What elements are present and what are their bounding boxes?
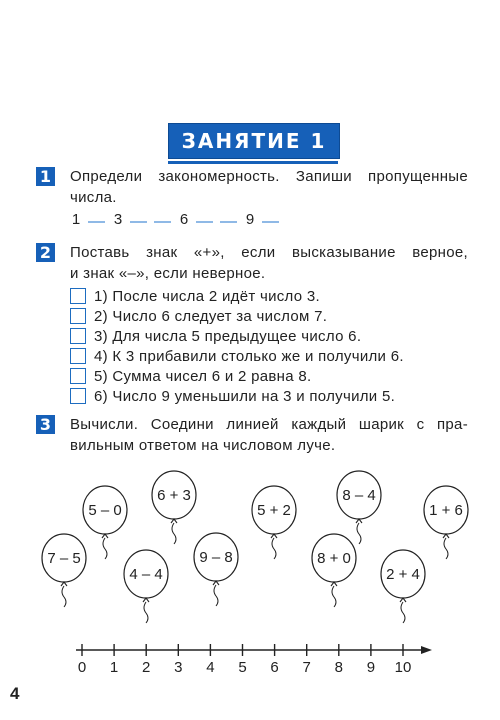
balloon-expression: 9 – 8 xyxy=(199,549,233,566)
answer-checkbox[interactable] xyxy=(70,288,86,304)
task-2-instruction-line1: Поставь знак «+», если высказывание верное, xyxy=(70,244,468,261)
number-line-arrow xyxy=(421,646,432,654)
balloon-string xyxy=(62,586,66,607)
balloon-knot xyxy=(171,519,177,523)
number-line-label: 2 xyxy=(142,659,151,676)
sequence-blank[interactable] xyxy=(262,221,279,223)
balloon[interactable] xyxy=(312,534,356,607)
page-number: 4 xyxy=(10,684,20,703)
statement-text: 5) Сумма чисел 6 и 2 равна 8. xyxy=(94,367,312,385)
statement-row xyxy=(70,386,395,406)
statement-row xyxy=(70,346,404,366)
balloon[interactable] xyxy=(424,486,468,559)
statement-text: 3) Для числа 5 предыдущее число 6. xyxy=(94,327,362,345)
task-1-instruction-line2: числа. xyxy=(70,189,117,206)
statement-text: 1) После числа 2 идёт число 3. xyxy=(94,287,321,305)
statement-row xyxy=(70,306,327,326)
task-2-number: 2 xyxy=(36,243,55,262)
answer-checkbox[interactable] xyxy=(70,368,86,384)
number-line-label: 4 xyxy=(206,659,215,676)
task-3-instruction-line1: Вычисли. Соедини линией каждый шарик с пра- xyxy=(70,416,468,433)
task-2-instruction-line2: и знак «–», если неверное. xyxy=(70,265,266,282)
balloon[interactable] xyxy=(42,534,86,607)
statement-row xyxy=(70,366,311,386)
balloon-expression: 2 + 4 xyxy=(386,566,420,583)
balloon-string xyxy=(103,538,107,559)
balloon[interactable] xyxy=(124,550,168,623)
sequence-blank[interactable] xyxy=(88,221,105,223)
sequence-number: 6 xyxy=(179,211,189,228)
answer-checkbox[interactable] xyxy=(70,388,86,404)
balloon-expression: 8 + 0 xyxy=(317,550,351,567)
balloon-string xyxy=(332,586,336,607)
balloon-expression: 5 – 0 xyxy=(88,502,122,519)
statement-row xyxy=(70,286,320,306)
title-underline xyxy=(168,161,338,164)
sequence-number: 1 xyxy=(71,211,81,228)
balloon[interactable] xyxy=(194,533,238,606)
balloon-string xyxy=(401,602,405,623)
balloon-knot xyxy=(271,534,277,538)
balloon[interactable] xyxy=(337,471,381,544)
answer-checkbox[interactable] xyxy=(70,328,86,344)
sequence-number: 9 xyxy=(245,211,255,228)
task-1-number: 1 xyxy=(36,167,55,186)
balloon-knot xyxy=(143,598,149,602)
number-line[interactable] xyxy=(76,644,432,676)
balloon[interactable] xyxy=(381,550,425,623)
sequence-blank[interactable] xyxy=(196,221,213,223)
task-1-sequence xyxy=(70,211,286,228)
answer-checkbox[interactable] xyxy=(70,348,86,364)
balloon-knot xyxy=(213,581,219,585)
balloon-string xyxy=(272,538,276,559)
balloon-expression: 6 + 3 xyxy=(157,487,191,504)
task-3-instruction-line2: вильным ответом на числовом луче. xyxy=(70,437,336,454)
lesson-title: ЗАНЯТИЕ 1 xyxy=(168,123,340,159)
balloon[interactable] xyxy=(152,471,196,544)
balloon-expression: 8 – 4 xyxy=(342,487,376,504)
balloon-expression: 1 + 6 xyxy=(429,502,463,519)
number-line-label: 8 xyxy=(334,659,343,676)
sequence-blank[interactable] xyxy=(220,221,237,223)
balloon-knot xyxy=(400,598,406,602)
number-line-label: 6 xyxy=(270,659,279,676)
balloon-string xyxy=(214,585,218,606)
balloon-knot xyxy=(443,534,449,538)
sequence-blank[interactable] xyxy=(154,221,171,223)
number-line-label: 3 xyxy=(174,659,183,676)
balloon-string xyxy=(144,602,148,623)
statement-text: 4) К 3 прибавили столько же и получили 6. xyxy=(94,347,404,365)
balloon[interactable] xyxy=(252,486,296,559)
number-line-label: 0 xyxy=(77,659,87,676)
task-3-number: 3 xyxy=(36,415,55,434)
balloon-expression: 7 – 5 xyxy=(47,550,81,567)
number-line-label: 7 xyxy=(302,659,311,676)
number-line-label: 1 xyxy=(109,659,119,676)
answer-checkbox[interactable] xyxy=(70,308,86,324)
balloon-group xyxy=(42,471,468,623)
balloon-string xyxy=(444,538,448,559)
balloon-knot xyxy=(102,534,108,538)
number-line-label: 9 xyxy=(366,659,376,676)
statement-row xyxy=(70,326,361,346)
balloon-knot xyxy=(61,582,67,586)
balloons-and-number-line xyxy=(0,470,500,720)
balloon-string xyxy=(357,523,361,544)
task-1-instruction-line1: Определи закономерность. Запиши пропущенные xyxy=(70,168,468,185)
balloon-expression: 5 + 2 xyxy=(257,502,291,519)
number-line-label: 10 xyxy=(394,659,412,676)
statement-text: 6) Число 9 уменьшили на 3 и получили 5. xyxy=(94,387,396,405)
balloon-expression: 4 – 4 xyxy=(129,566,163,583)
balloon-knot xyxy=(331,582,337,586)
sequence-number: 3 xyxy=(113,211,123,228)
statement-text: 2) Число 6 следует за числом 7. xyxy=(94,307,328,325)
number-line-label: 5 xyxy=(238,659,247,676)
balloon[interactable] xyxy=(83,486,127,559)
balloon-string xyxy=(172,523,176,544)
balloon-knot xyxy=(356,519,362,523)
sequence-blank[interactable] xyxy=(130,221,147,223)
